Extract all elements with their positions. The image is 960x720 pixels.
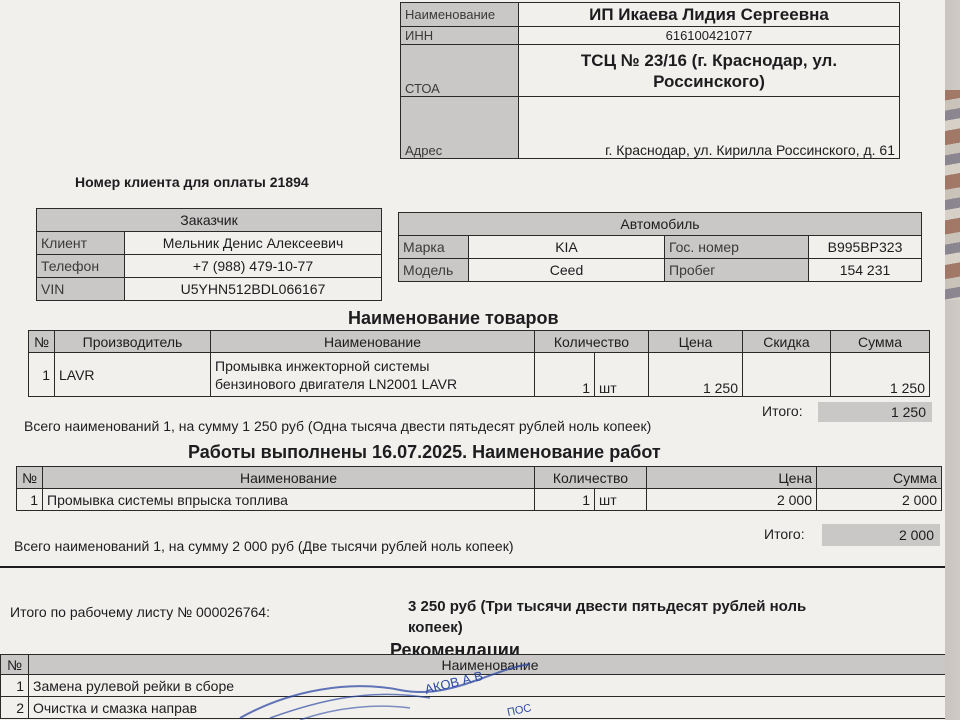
car-table [398, 212, 922, 282]
goods-row-price: 1 250 [649, 353, 743, 397]
goods-row-qty: 1 [535, 353, 595, 397]
stamp-text: ПОС [506, 702, 533, 719]
works-header-qty: Количество [535, 467, 647, 489]
works-row-qty: 1 [535, 489, 595, 511]
inn-label: ИНН [401, 27, 519, 45]
plate-label: Гос. номер [665, 236, 809, 259]
works-row-sum: 2 000 [817, 489, 942, 511]
org-name-value: ИП Икаева Лидия Сергеевна [519, 3, 900, 27]
customer-title: Заказчик [37, 209, 382, 232]
rec-header-name: Наименование [29, 655, 946, 675]
goods-row-num: 1 [29, 353, 55, 397]
goods-row-maker: LAVR [55, 353, 211, 397]
mileage-value: 154 231 [809, 259, 922, 282]
goods-row-sum: 1 250 [831, 353, 930, 397]
works-table [16, 466, 942, 511]
stoa-label: СТОА [401, 45, 519, 97]
brand-value: KIA [469, 236, 665, 259]
works-row-num: 1 [17, 489, 43, 511]
brand-label: Марка [399, 236, 469, 259]
customer-table [36, 208, 382, 301]
goods-total-value: 1 250 [818, 402, 932, 422]
client-value: Мельник Денис Алексеевич [125, 232, 382, 255]
goods-row-name1: Промывка инжекторной системы [215, 357, 430, 374]
org-name-label: Наименование [401, 3, 519, 27]
goods-table [28, 330, 930, 397]
goods-row-discount [743, 353, 831, 397]
plate-value: В995ВР323 [809, 236, 922, 259]
goods-header-num: № [29, 331, 55, 353]
grand-total-line1: 3 250 руб (Три тысячи двести пятьдесят рублей ноль [408, 598, 807, 615]
goods-header-discount: Скидка [743, 331, 831, 353]
rec-row-num: 1 [1, 675, 29, 697]
stoa-line1: ТСЦ № 23/16 (г. Краснодар, ул. [580, 50, 838, 70]
works-header-num: № [17, 467, 43, 489]
works-header-name: Наименование [43, 467, 535, 489]
inn-value: 616100421077 [519, 27, 900, 45]
works-row-price: 2 000 [647, 489, 817, 511]
works-total-value: 2 000 [822, 524, 940, 546]
model-value: Ceed [469, 259, 665, 282]
client-label: Клиент [37, 232, 125, 255]
rec-row-name: Очистка и смазка направ [29, 697, 946, 719]
stamp-text: АКОВ А.В [423, 667, 485, 697]
goods-header-price: Цена [649, 331, 743, 353]
divider-line [0, 566, 945, 568]
vin-label: VIN [37, 278, 125, 301]
mileage-label: Пробег [665, 259, 809, 282]
goods-header-name: Наименование [211, 331, 535, 353]
works-header-price: Цена [647, 467, 817, 489]
client-number: Номер клиента для оплаты 21894 [75, 174, 309, 190]
org-table [400, 2, 900, 159]
car-title: Автомобиль [399, 213, 922, 236]
works-header-sum: Сумма [817, 467, 942, 489]
address-label: Адрес [401, 97, 519, 159]
works-row-unit: шт [595, 489, 647, 511]
address-value: г. Краснодар, ул. Кирилла Россинского, д. 61 [519, 97, 900, 159]
vin-value: U5YHN512BDL066167 [125, 278, 382, 301]
rec-row-num: 2 [1, 697, 29, 719]
works-summary: Всего наименований 1, на сумму 2 000 руб (Две тысячи рублей ноль копеек) [14, 538, 514, 554]
goods-summary: Всего наименований 1, на сумму 1 250 руб (Одна тысяча двести пятьдесят рублей ноль копеек) [24, 418, 652, 434]
grand-total-label: Итого по рабочему листу № 000026764: [10, 604, 270, 620]
works-title: Работы выполнены 16.07.2025. Наименование работ [188, 442, 661, 462]
table-row [29, 353, 930, 397]
stoa-line2: Россинского) [653, 71, 765, 91]
model-label: Модель [399, 259, 469, 282]
works-row-name: Промывка системы впрыска топлива [43, 489, 535, 511]
phone-value: +7 (988) 479-10-77 [125, 255, 382, 278]
table-row [17, 489, 942, 511]
recommendations-title: Рекомендации [390, 640, 520, 660]
phone-label: Телефон [37, 255, 125, 278]
goods-header-maker: Производитель [55, 331, 211, 353]
goods-header-qty: Количество [535, 331, 649, 353]
signature-stamp [230, 660, 550, 720]
goods-total-label: Итого: [762, 403, 803, 419]
goods-title: Наименование товаров [348, 308, 559, 328]
rec-row-name: Замена рулевой рейки в сборе [29, 675, 946, 697]
goods-header-sum: Сумма [831, 331, 930, 353]
works-total-label: Итого: [764, 526, 805, 542]
rec-header-num: № [1, 655, 29, 675]
goods-row-name2: бензинового двигателя LN2001 LAVR [215, 375, 458, 392]
grand-total-line2: копеек) [408, 619, 463, 636]
goods-row-unit: шт [595, 353, 649, 397]
